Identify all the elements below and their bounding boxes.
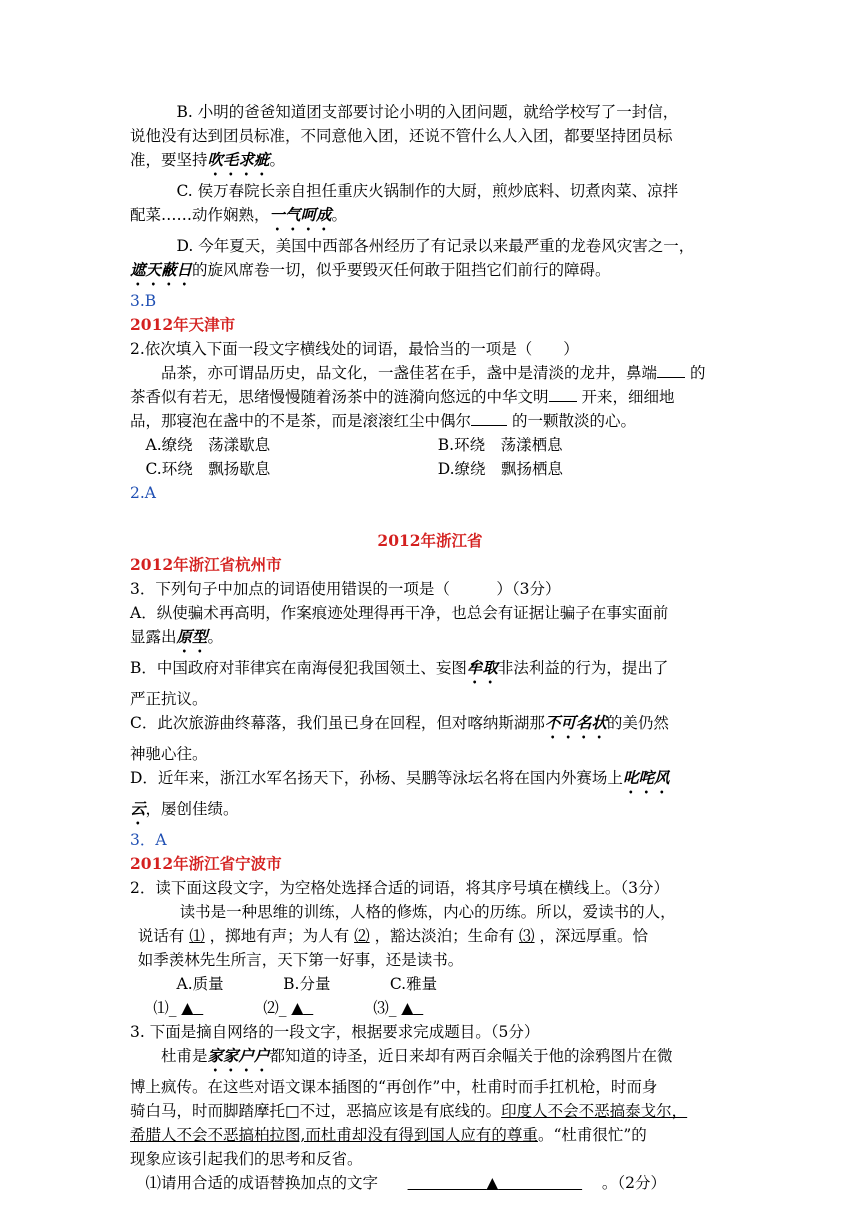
emphasized-word: 原型 <box>176 627 208 646</box>
passage-line: 品，那寝泡在盏中的不是茶，而是滚滚红尘中偶尔 的一颗散淡的心。 <box>130 409 730 433</box>
section-heading: 2012年浙江省杭州市 <box>130 555 282 574</box>
passage-line: 茶香似有若无，思绪慢慢随着汤茶中的涟漪向悠远的中华文明 开来，细细地 <box>130 385 730 409</box>
sub-question: ⑴请用合适的成语替换加点的文字 ▲ 。（2分） <box>145 1174 666 1192</box>
passage-line: 博上疯传。在这些对语文课本插图的“再创作”中，杜甫时而手扛机枪，时而身 <box>130 1078 658 1096</box>
question: 2.依次填入下面一段文字横线处的词语，最恰当的一项是（ ） <box>130 340 579 358</box>
emphasized-idiom: 遮天蔽日 <box>130 260 193 279</box>
section-heading: 2012年浙江省宁波市 <box>130 854 282 873</box>
emphasized-word: 不可名状 <box>544 713 607 732</box>
underlined-text: 希腊人不会不恶搞柏拉图,而杜甫却没有得到国人应有的尊重 <box>130 1126 538 1144</box>
emphasized-idiom: 吹毛求疵 <box>207 150 270 169</box>
option-d-line-2: 遮天蔽日的旋风席卷一切，似乎要毁灭任何敢于阻挡它们前行的障碍。 <box>130 260 611 279</box>
answer-blank-3[interactable]: ⑶_ ▲ <box>373 999 414 1017</box>
fill-blank <box>657 361 685 378</box>
passage-line: 杜甫是家家户户都知道的诗圣，近日来却有两百余幅关于他的涂鸦图片在微 <box>161 1046 673 1065</box>
document-page <box>130 100 730 1195</box>
option-b-line-2: 严正抗议。 <box>130 690 208 708</box>
word-options <box>130 972 497 996</box>
answer-blank-2[interactable]: ⑵_ ▲ <box>263 999 304 1017</box>
emphasized-word: 云 <box>130 799 146 818</box>
passage-line: 希腊人不会不恶搞柏拉图,而杜甫却没有得到国人应有的尊重。“杜甫很忙”的 <box>130 1126 647 1144</box>
section-heading: 2012年天津市 <box>130 315 236 334</box>
option-b-line-3: 准，要坚持吹毛求疵。 <box>130 150 286 169</box>
option-c-line-1: C．此次旅游曲终幕落，我们虽已身在回程，但对喀纳斯湖那不可名状的美仍然 <box>130 713 669 732</box>
option-b: B.环绕 荡漾栖息 <box>437 436 563 454</box>
question: 2．读下面这段文字，为空格处选择合适的词语，将其序号填在横线上。（3分） <box>130 879 669 897</box>
answer: 3．A <box>130 831 167 849</box>
option-b: B.分量 <box>283 975 331 993</box>
option-c: C.雅量 <box>389 975 438 993</box>
answer-line[interactable]: ▲ <box>486 1174 499 1192</box>
underlined-text: 印度人不会不恶搞泰戈尔， <box>501 1102 688 1120</box>
answer-blank-1[interactable]: ⑴_ ▲ <box>153 999 194 1017</box>
answer-blanks <box>130 996 483 1020</box>
option-d-line-1: D．近年来，浙江水军名扬天下，孙杨、吴鹏等泳坛名将在国内外赛场上叱咤风 <box>130 768 670 787</box>
passage-line: 读书是一种思维的训练，人格的修炼，内心的历练。所以，爱读书的人， <box>179 903 676 921</box>
blank-3: ⑶ <box>519 927 535 945</box>
options-row <box>130 433 730 457</box>
question: 3．下列句子中加点的词语使用错误的一项是（ ）（3分） <box>130 580 561 598</box>
blank-2: ⑵ <box>354 927 370 945</box>
passage-line: 骑白马，时而脚踏摩托□不过，恶搞应该是有底线的。印度人不会不恶搞泰戈尔， <box>130 1102 688 1120</box>
option-d-line-1: D. 今年夏天，美国中西部各州经历了有记录以来最严重的龙卷风灾害之一， <box>176 237 695 255</box>
passage-line: 如季羡林先生所言，天下第一好事，还是读书。 <box>137 951 464 969</box>
passage-line: 品茶，亦可谓品历史，品文化，一盏佳茗在手，盏中是清淡的龙井，鼻端 的 <box>130 361 730 385</box>
province-heading: 2012年浙江省 <box>377 531 483 550</box>
fill-blank <box>471 409 507 426</box>
answer: 2.A <box>130 484 156 502</box>
option-a-line-2: 显露出原型。 <box>130 627 224 646</box>
option-b-line-1: B．中国政府对菲律宾在南海侵犯我国领土、妄图牟取非法利益的行为，提出了 <box>130 658 669 677</box>
option-c-line-1: C. 侯万春院长亲自担任重庆火锅制作的大厨，煎炒底料、切煮肉菜、凉拌 <box>176 182 679 200</box>
option-d: D.缭绕 飘扬栖息 <box>437 460 564 478</box>
option-a: A.质量 <box>176 975 224 993</box>
option-c-line-2: 神驰心往。 <box>130 745 208 763</box>
option-c: C.环绕 飘扬歇息 <box>145 460 271 478</box>
answer: 3.B <box>130 292 157 310</box>
option-a: A.缭绕 荡漾歇息 <box>145 436 271 454</box>
option-b-line-1: B. 小明的爸爸知道团支部要讨论小明的入团问题，就给学校写了一封信， <box>176 103 679 121</box>
option-b-line-2: 说他没有达到团员标准，不同意他入团，还说不管什么人入团，都要坚持团员标 <box>130 127 673 145</box>
passage-line: 说话有 ⑴ ，掷地有声；为人有 ⑵ ，豁达淡泊；生命有 ⑶ ，深远厚重。恰 <box>137 927 648 945</box>
emphasized-word: 牟取 <box>466 658 498 677</box>
option-c-line-2: 配菜……动作娴熟，一气呵成。 <box>130 205 348 224</box>
question: 3. 下面是摘自网络的一段文字，根据要求完成题目。（5分） <box>130 1023 540 1041</box>
option-d-line-2: 云，屡创佳绩。 <box>130 799 239 818</box>
option-a-line-1: A．纵使骗术再高明，作案痕迹处理得再干净，也总会有证据让骗子在事实面前 <box>130 604 669 622</box>
emphasized-idiom: 一气呵成 <box>269 205 332 224</box>
fill-blank <box>549 385 577 402</box>
emphasized-text: 家家户户 <box>207 1046 270 1065</box>
emphasized-word: 叱咤风 <box>622 768 670 787</box>
passage-line: 现象应该引起我们的思考和反省。 <box>130 1150 363 1168</box>
options-row <box>130 457 730 481</box>
blank-1: ⑴ <box>189 927 205 945</box>
